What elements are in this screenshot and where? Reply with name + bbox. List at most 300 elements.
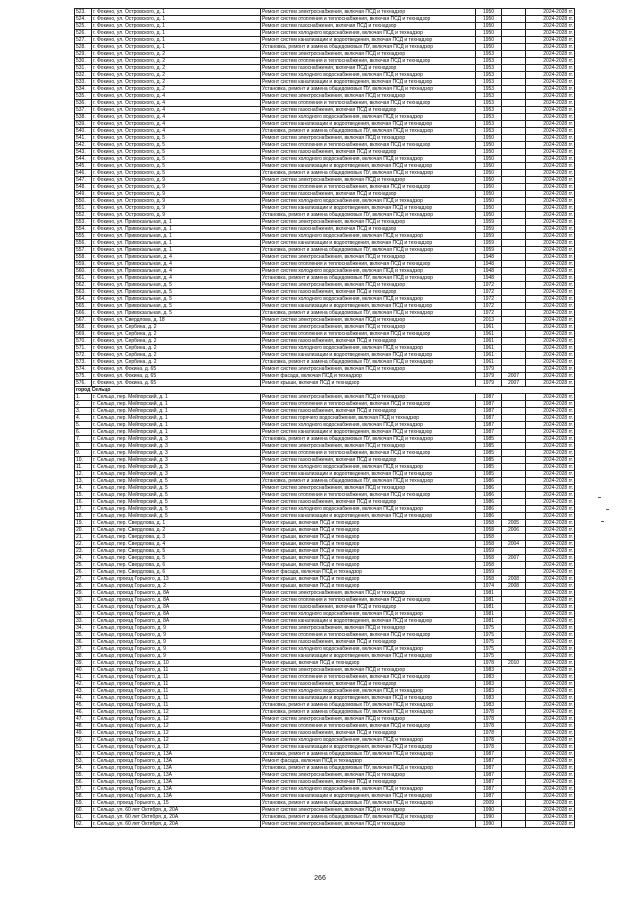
year-built-cell: 1961	[476, 331, 502, 338]
address-cell: г. Сельцо, проезд Горького, д. 12	[92, 723, 261, 730]
planned-period-cell: 2024-2028 гг.	[526, 142, 575, 149]
row-number-cell: 544.	[75, 156, 92, 163]
planned-period-cell: 2024-2028 гг.	[526, 674, 575, 681]
year-built-cell: 1950	[476, 23, 502, 30]
planned-period-cell: 2024-2028 гг.	[526, 569, 575, 576]
address-cell: г. Фокино, ул. Островского, д. 2	[92, 58, 261, 65]
last-repair-year-cell: 2007	[502, 380, 526, 387]
last-repair-year-cell	[502, 632, 526, 639]
row-number-cell: 56.	[75, 779, 92, 786]
planned-period-cell: 2024-2028 гг.	[526, 548, 575, 555]
planned-period-cell: 2024-2028 гг.	[526, 401, 575, 408]
planned-period-cell: 2024-2028 гг.	[526, 163, 575, 170]
year-built-cell: 1983	[476, 681, 502, 688]
year-built-cell: 2009	[476, 800, 502, 807]
table-row	[75, 107, 575, 114]
address-cell: г. Фокино, ул. Островского, д. 5	[92, 135, 261, 142]
year-built-cell: 1987	[476, 765, 502, 772]
address-cell: г. Фокино, ул. Привокзальная, д. 1	[92, 247, 261, 254]
last-repair-year-cell	[502, 128, 526, 135]
address-cell: г. Сельцо, ул. 60 лет Октября, д. 20А	[92, 821, 261, 828]
address-cell: г. Сельцо, проезд Горького, д. 11	[92, 688, 261, 695]
row-number-cell: 11.	[75, 464, 92, 471]
last-repair-year-cell	[502, 590, 526, 597]
row-number-cell: 24.	[75, 555, 92, 562]
table-row	[75, 590, 575, 597]
last-repair-year-cell	[502, 79, 526, 86]
address-cell: г. Сельцо, пер. Мейпорский, д. 1	[92, 394, 261, 401]
year-built-cell: 1948	[476, 261, 502, 268]
row-number-cell: 7.	[75, 436, 92, 443]
row-number-cell: 524.	[75, 16, 92, 23]
address-cell: г. Сельцо, пер. Мейпорский, д. 3	[92, 464, 261, 471]
row-number-cell: 62.	[75, 821, 92, 828]
address-cell: г. Фокино, ул. Островского, д. 5	[92, 142, 261, 149]
address-cell: г. Сельцо, проезд Горького, д. 11	[92, 674, 261, 681]
planned-period-cell: 2024-2028 гг.	[526, 373, 575, 380]
work-type-cell: Ремонт систем холодного водоснабжения, включая ПСД и технадзор	[261, 688, 476, 695]
row-number-cell: 21.	[75, 534, 92, 541]
row-number-cell: 575.	[75, 373, 92, 380]
planned-period-cell: 2024-2028 гг.	[526, 450, 575, 457]
work-type-cell: Ремонт систем холодного водоснабжения, включая ПСД и технадзор	[261, 156, 476, 163]
address-cell: г. Фокино, ул. Островского, д. 5	[92, 163, 261, 170]
address-cell: г. Фокино, ул. Островского, д. 9	[92, 191, 261, 198]
table-row	[75, 681, 575, 688]
year-built-cell: 1981	[476, 590, 502, 597]
year-built-cell: 1985	[476, 457, 502, 464]
address-cell: г. Сельцо, проезд Горького, д. 12	[92, 716, 261, 723]
last-repair-year-cell: 2008	[502, 576, 526, 583]
row-number-cell: 45.	[75, 702, 92, 709]
planned-period-cell: 2024-2028 гг.	[526, 317, 575, 324]
year-built-cell: 1979	[476, 373, 502, 380]
work-type-cell: Ремонт систем канализации и водоотведения, включая ПСД и технадзор	[261, 37, 476, 44]
table-row	[75, 352, 575, 359]
address-cell: г. Сельцо, пер. Мейпорский, д. 5	[92, 492, 261, 499]
row-number-cell: 549.	[75, 191, 92, 198]
work-type-cell: Ремонт систем газоснабжения, включая ПСД и технадзор	[261, 338, 476, 345]
planned-period-cell: 2024-2028 гг.	[526, 618, 575, 625]
table-row	[75, 303, 575, 310]
table-row	[75, 786, 575, 793]
table-row	[75, 548, 575, 555]
last-repair-year-cell	[502, 702, 526, 709]
table-row	[75, 772, 575, 779]
planned-period-cell: 2024-2028 гг.	[526, 240, 575, 247]
year-built-cell: 1950	[476, 212, 502, 219]
last-repair-year-cell	[502, 9, 526, 16]
work-type-cell: Ремонт систем газоснабжения, включая ПСД и технадзор	[261, 499, 476, 506]
address-cell: г. Сельцо, проезд Горького, д. 11	[92, 667, 261, 674]
last-repair-year-cell	[502, 240, 526, 247]
work-type-cell: Ремонт крыши, включая ПСД и технадзор	[261, 534, 476, 541]
row-number-cell: 532.	[75, 72, 92, 79]
row-number-cell: 541.	[75, 135, 92, 142]
planned-period-cell: 2024-2028 гг.	[526, 793, 575, 800]
last-repair-year-cell	[502, 275, 526, 282]
work-type-cell: Ремонт систем электроснабжения, включая ПСД и технадзор	[261, 254, 476, 261]
row-number-cell: 562.	[75, 282, 92, 289]
row-number-cell: 39.	[75, 660, 92, 667]
planned-period-cell: 2024-2028 гг.	[526, 772, 575, 779]
work-type-cell: Ремонт крыши, включая ПСД и технадзор	[261, 576, 476, 583]
work-type-cell: Ремонт систем электроснабжения, включая ПСД и технадзор	[261, 772, 476, 779]
table-row	[75, 464, 575, 471]
address-cell: г. Сельцо, пер. Мейпорский, д. 3	[92, 443, 261, 450]
table-row	[75, 821, 575, 828]
last-repair-year-cell	[502, 730, 526, 737]
table-row	[75, 709, 575, 716]
address-cell: г. Фокино, ул. Островского, д. 1	[92, 37, 261, 44]
year-built-cell: 1987	[476, 751, 502, 758]
address-cell: г. Сельцо, пер. Мейпорский, д. 1	[92, 401, 261, 408]
last-repair-year-cell	[502, 471, 526, 478]
row-number-cell: 13.	[75, 478, 92, 485]
last-repair-year-cell	[502, 247, 526, 254]
planned-period-cell: 2024-2028 гг.	[526, 380, 575, 387]
table-row	[75, 471, 575, 478]
address-cell: г. Фокино, ул. Фокина, д. 65	[92, 366, 261, 373]
year-built-cell: 1950	[476, 149, 502, 156]
year-built-cell: 1979	[476, 366, 502, 373]
year-built-cell: 1948	[476, 268, 502, 275]
last-repair-year-cell	[502, 191, 526, 198]
row-number-cell: 29.	[75, 590, 92, 597]
row-number-cell: 559.	[75, 261, 92, 268]
table-row	[75, 730, 575, 737]
work-type-cell: Ремонт систем газоснабжения, включая ПСД и технадзор	[261, 226, 476, 233]
work-type-cell: Установка, ремонт и замена общедомовых ПУ, включая ПСД и технадзор	[261, 247, 476, 254]
table-row	[75, 737, 575, 744]
year-built-cell: 1972	[476, 303, 502, 310]
last-repair-year-cell	[502, 401, 526, 408]
year-built-cell: 1987	[476, 415, 502, 422]
row-number-cell: 36.	[75, 639, 92, 646]
address-cell: г. Фокино, ул. Островского, д. 4	[92, 114, 261, 121]
table-row	[75, 275, 575, 282]
table-row	[75, 16, 575, 23]
address-cell: г. Сельцо, проезд Горького, д. 13А	[92, 779, 261, 786]
year-built-cell: 1950	[476, 142, 502, 149]
address-cell: г. Сельцо, пер. Свердлова, д. 3	[92, 534, 261, 541]
row-number-cell: 18.	[75, 513, 92, 520]
work-type-cell: Ремонт систем отопления и теплоснабжения, включая ПСД и технадзор	[261, 142, 476, 149]
table-row	[75, 422, 575, 429]
planned-period-cell: 2024-2028 гг.	[526, 688, 575, 695]
year-built-cell: 1987	[476, 401, 502, 408]
last-repair-year-cell	[502, 793, 526, 800]
address-cell: г. Фокино, ул. Островского, д. 2	[92, 51, 261, 58]
last-repair-year-cell	[502, 86, 526, 93]
last-repair-year-cell	[502, 163, 526, 170]
address-cell: г. Сельцо, пер. Мейпорский, д. 3	[92, 436, 261, 443]
year-built-cell: 1948	[476, 254, 502, 261]
table-row	[75, 576, 575, 583]
year-built-cell: 1953	[476, 65, 502, 72]
row-number-cell: 1.	[75, 394, 92, 401]
table-row	[75, 86, 575, 93]
last-repair-year-cell	[502, 107, 526, 114]
table-row	[75, 121, 575, 128]
work-type-cell: Ремонт систем газоснабжения, включая ПСД и технадзор	[261, 289, 476, 296]
planned-period-cell: 2024-2028 гг.	[526, 786, 575, 793]
last-repair-year-cell	[502, 65, 526, 72]
planned-period-cell: 2024-2028 гг.	[526, 660, 575, 667]
year-built-cell: 1959	[476, 226, 502, 233]
work-type-cell: Установка, ремонт и замена общедомовых ПУ, включая ПСД и технадзор	[261, 170, 476, 177]
planned-period-cell: 2024-2028 гг.	[526, 219, 575, 226]
planned-period-cell: 2024-2028 гг.	[526, 681, 575, 688]
planned-period-cell: 2024-2028 гг.	[526, 639, 575, 646]
table-row	[75, 653, 575, 660]
planned-period-cell: 2024-2028 гг.	[526, 226, 575, 233]
address-cell: г. Фокино, ул. Сербина, д. 2	[92, 352, 261, 359]
year-built-cell: 1981	[476, 597, 502, 604]
work-type-cell: Ремонт систем отопления и теплоснабжения, включая ПСД и технадзор	[261, 58, 476, 65]
table-row	[75, 758, 575, 765]
table-row	[75, 261, 575, 268]
row-number-cell: 52.	[75, 751, 92, 758]
work-type-cell: Ремонт систем отопления и теплоснабжения, включая ПСД и технадзор	[261, 597, 476, 604]
table-row	[75, 184, 575, 191]
year-built-cell: 1958	[476, 527, 502, 534]
last-repair-year-cell	[502, 394, 526, 401]
work-type-cell: Ремонт систем электроснабжения, включая ПСД и технадзор	[261, 366, 476, 373]
planned-period-cell: 2024-2028 гг.	[526, 331, 575, 338]
planned-period-cell: 2024-2028 гг.	[526, 751, 575, 758]
row-number-cell: 10.	[75, 457, 92, 464]
planned-period-cell: 2024-2028 гг.	[526, 443, 575, 450]
row-number-cell: 551.	[75, 205, 92, 212]
row-number-cell: 35.	[75, 632, 92, 639]
table-row	[75, 268, 575, 275]
last-repair-year-cell	[502, 765, 526, 772]
row-number-cell: 530.	[75, 58, 92, 65]
last-repair-year-cell	[502, 282, 526, 289]
row-number-cell: 51.	[75, 744, 92, 751]
year-built-cell: 1950	[476, 184, 502, 191]
address-cell: г. Фокино, ул. Островского, д. 9	[92, 205, 261, 212]
last-repair-year-cell	[502, 429, 526, 436]
year-built-cell: 1953	[476, 79, 502, 86]
table-row	[75, 702, 575, 709]
table-row	[75, 429, 575, 436]
year-built-cell: 1950	[476, 163, 502, 170]
table-row	[75, 597, 575, 604]
planned-period-cell: 2024-2028 гг.	[526, 632, 575, 639]
row-number-cell: 572.	[75, 352, 92, 359]
last-repair-year-cell	[502, 16, 526, 23]
row-number-cell: 537.	[75, 107, 92, 114]
address-cell: г. Фокино, ул. Островского, д. 2	[92, 86, 261, 93]
address-cell: г. Фокино, ул. Фокина, д. 65	[92, 380, 261, 387]
last-repair-year-cell: 2006	[502, 527, 526, 534]
row-number-cell: 33.	[75, 618, 92, 625]
last-repair-year-cell	[502, 345, 526, 352]
planned-period-cell: 2024-2028 гг.	[526, 429, 575, 436]
work-type-cell: Ремонт систем канализации и водоотведения, включая ПСД и технадзор	[261, 653, 476, 660]
year-built-cell: 1953	[476, 128, 502, 135]
last-repair-year-cell	[502, 485, 526, 492]
planned-period-cell: 2024-2028 гг.	[526, 345, 575, 352]
last-repair-year-cell	[502, 268, 526, 275]
year-built-cell: 1975	[476, 653, 502, 660]
work-type-cell: Ремонт систем канализации и водоотведения, включая ПСД и технадзор	[261, 240, 476, 247]
last-repair-year-cell	[502, 716, 526, 723]
year-built-cell: 1981	[476, 611, 502, 618]
table-row	[75, 513, 575, 520]
last-repair-year-cell: 2007	[502, 555, 526, 562]
row-number-cell: 4.	[75, 415, 92, 422]
table-row	[75, 79, 575, 86]
last-repair-year-cell	[502, 44, 526, 51]
work-type-cell: Ремонт систем газоснабжения, включая ПСД и технадзор	[261, 191, 476, 198]
address-cell: г. Фокино, ул. Островского, д. 9	[92, 184, 261, 191]
address-cell: г. Сельцо, проезд Горького, д. 11	[92, 695, 261, 702]
planned-period-cell: 2024-2028 гг.	[526, 513, 575, 520]
address-cell: г. Фокино, ул. Привокзальная, д. 5	[92, 296, 261, 303]
year-built-cell: 1953	[476, 51, 502, 58]
address-cell: г. Сельцо, проезд Горького, д. 13А	[92, 772, 261, 779]
last-repair-year-cell	[502, 198, 526, 205]
table-row	[75, 219, 575, 226]
last-repair-year-cell	[502, 618, 526, 625]
address-cell: г. Фокино, ул. Сербина, д. 2	[92, 331, 261, 338]
work-type-cell: Ремонт систем электроснабжения, включая ПСД и технадзор	[261, 135, 476, 142]
planned-period-cell: 2024-2028 гг.	[526, 247, 575, 254]
work-type-cell: Ремонт систем отопления и теплоснабжения, включая ПСД и технадзор	[261, 331, 476, 338]
last-repair-year-cell	[502, 359, 526, 366]
table-row	[75, 583, 575, 590]
row-number-cell: 556.	[75, 240, 92, 247]
table-row	[75, 114, 575, 121]
work-type-cell: Ремонт систем газоснабжения, включая ПСД и технадзор	[261, 681, 476, 688]
planned-period-cell: 2024-2028 гг.	[526, 821, 575, 828]
work-type-cell: Ремонт крыши, включая ПСД и технадзор	[261, 541, 476, 548]
year-built-cell: 1987	[476, 793, 502, 800]
work-type-cell: Ремонт систем электроснабжения, включая ПСД и технадзор	[261, 716, 476, 723]
table-row	[75, 506, 575, 513]
table-row	[75, 667, 575, 674]
work-type-cell: Установка, ремонт и замена общедомовых ПУ, включая ПСД и технадзор	[261, 275, 476, 282]
table-row	[75, 37, 575, 44]
year-built-cell: 1948	[476, 275, 502, 282]
row-number-cell: 526.	[75, 30, 92, 37]
work-type-cell: Ремонт систем электроснабжения, включая ПСД и технадзор	[261, 821, 476, 828]
row-number-cell: 15.	[75, 492, 92, 499]
year-built-cell: 1958	[476, 534, 502, 541]
last-repair-year-cell	[502, 506, 526, 513]
planned-period-cell: 2024-2028 гг.	[526, 562, 575, 569]
address-cell: г. Сельцо, проезд Горького, д. 13	[92, 576, 261, 583]
table-row	[75, 527, 575, 534]
year-built-cell: 1958	[476, 562, 502, 569]
row-number-cell: 14.	[75, 485, 92, 492]
work-type-cell: Установка, ремонт и замена общедомовых ПУ, включая ПСД и технадзор	[261, 436, 476, 443]
planned-period-cell: 2024-2028 гг.	[526, 534, 575, 541]
address-cell: г. Фокино, ул. Островского, д. 9	[92, 212, 261, 219]
work-type-cell: Ремонт систем холодного водоснабжения, включая ПСД и технадзор	[261, 72, 476, 79]
work-type-cell: Ремонт систем отопления и теплоснабжения, включая ПСД и технадзор	[261, 632, 476, 639]
work-type-cell: Ремонт систем электроснабжения, включая ПСД и технадзор	[261, 590, 476, 597]
row-number-cell: 37.	[75, 646, 92, 653]
work-type-cell: Ремонт систем электроснабжения, включая ПСД и технадзор	[261, 9, 476, 16]
last-repair-year-cell	[502, 786, 526, 793]
work-type-cell: Установка, ремонт и замена общедомовых ПУ, включая ПСД и технадзор	[261, 800, 476, 807]
year-built-cell: 1975	[476, 625, 502, 632]
address-cell: г. Сельцо, проезд Горького, д. 12	[92, 744, 261, 751]
year-built-cell: 1987	[476, 429, 502, 436]
table-row	[75, 338, 575, 345]
table-row	[75, 443, 575, 450]
planned-period-cell: 2024-2028 гг.	[526, 527, 575, 534]
planned-period-cell: 2024-2028 гг.	[526, 352, 575, 359]
table-row	[75, 226, 575, 233]
planned-period-cell: 2024-2028 гг.	[526, 177, 575, 184]
address-cell: г. Фокино, ул. Привокзальная, д. 5	[92, 310, 261, 317]
planned-period-cell: 2024-2028 гг.	[526, 30, 575, 37]
last-repair-year-cell	[502, 233, 526, 240]
row-number-cell: 59.	[75, 800, 92, 807]
table-row	[75, 212, 575, 219]
last-repair-year-cell	[502, 758, 526, 765]
table-row	[75, 359, 575, 366]
year-built-cell: 1950	[476, 9, 502, 16]
last-repair-year-cell: 2004	[502, 541, 526, 548]
row-number-cell: 566.	[75, 310, 92, 317]
year-built-cell: 1972	[476, 289, 502, 296]
last-repair-year-cell	[502, 72, 526, 79]
planned-period-cell: 2024-2028 гг.	[526, 149, 575, 156]
address-cell: г. Сельцо, пер. Свердлова, д. 5	[92, 555, 261, 562]
table-row	[75, 408, 575, 415]
address-cell: г. Сельцо, проезд Горького, д. 12	[92, 737, 261, 744]
planned-period-cell: 2024-2028 гг.	[526, 107, 575, 114]
row-number-cell: 28.	[75, 583, 92, 590]
last-repair-year-cell	[502, 667, 526, 674]
table-row	[75, 135, 575, 142]
planned-period-cell: 2024-2028 гг.	[526, 254, 575, 261]
work-type-cell: Установка, ремонт и замена общедомовых ПУ, включая ПСД и технадзор	[261, 128, 476, 135]
year-built-cell: 1950	[476, 205, 502, 212]
row-number-cell: 5.	[75, 422, 92, 429]
last-repair-year-cell	[502, 751, 526, 758]
work-type-cell: Ремонт систем отопления и теплоснабжения, включая ПСД и технадзор	[261, 450, 476, 457]
row-number-cell: 12.	[75, 471, 92, 478]
table-row	[75, 310, 575, 317]
year-built-cell: 1959	[476, 548, 502, 555]
last-repair-year-cell	[502, 779, 526, 786]
row-number-cell: 46.	[75, 709, 92, 716]
address-cell: г. Фокино, ул. Привокзальная, д. 1	[92, 219, 261, 226]
address-cell: г. Сельцо, пер. Мейпорский, д. 3	[92, 471, 261, 478]
table-row	[75, 450, 575, 457]
last-repair-year-cell	[502, 492, 526, 499]
work-type-cell: Установка, ремонт и замена общедомовых ПУ, включая ПСД и технадзор	[261, 86, 476, 93]
last-repair-year-cell: 2008	[502, 583, 526, 590]
planned-period-cell: 2024-2028 гг.	[526, 576, 575, 583]
address-cell: г. Фокино, ул. Фокина, д. 65	[92, 373, 261, 380]
last-repair-year-cell	[502, 800, 526, 807]
work-type-cell: Ремонт систем электроснабжения, включая ПСД и технадзор	[261, 317, 476, 324]
last-repair-year-cell	[502, 569, 526, 576]
table-row	[75, 485, 575, 492]
year-built-cell: 1990	[476, 807, 502, 814]
work-type-cell: Ремонт систем канализации и водоотведения, включая ПСД и технадзор	[261, 695, 476, 702]
last-repair-year-cell	[502, 254, 526, 261]
work-type-cell: Ремонт систем газоснабжения, включая ПСД и технадзор	[261, 107, 476, 114]
